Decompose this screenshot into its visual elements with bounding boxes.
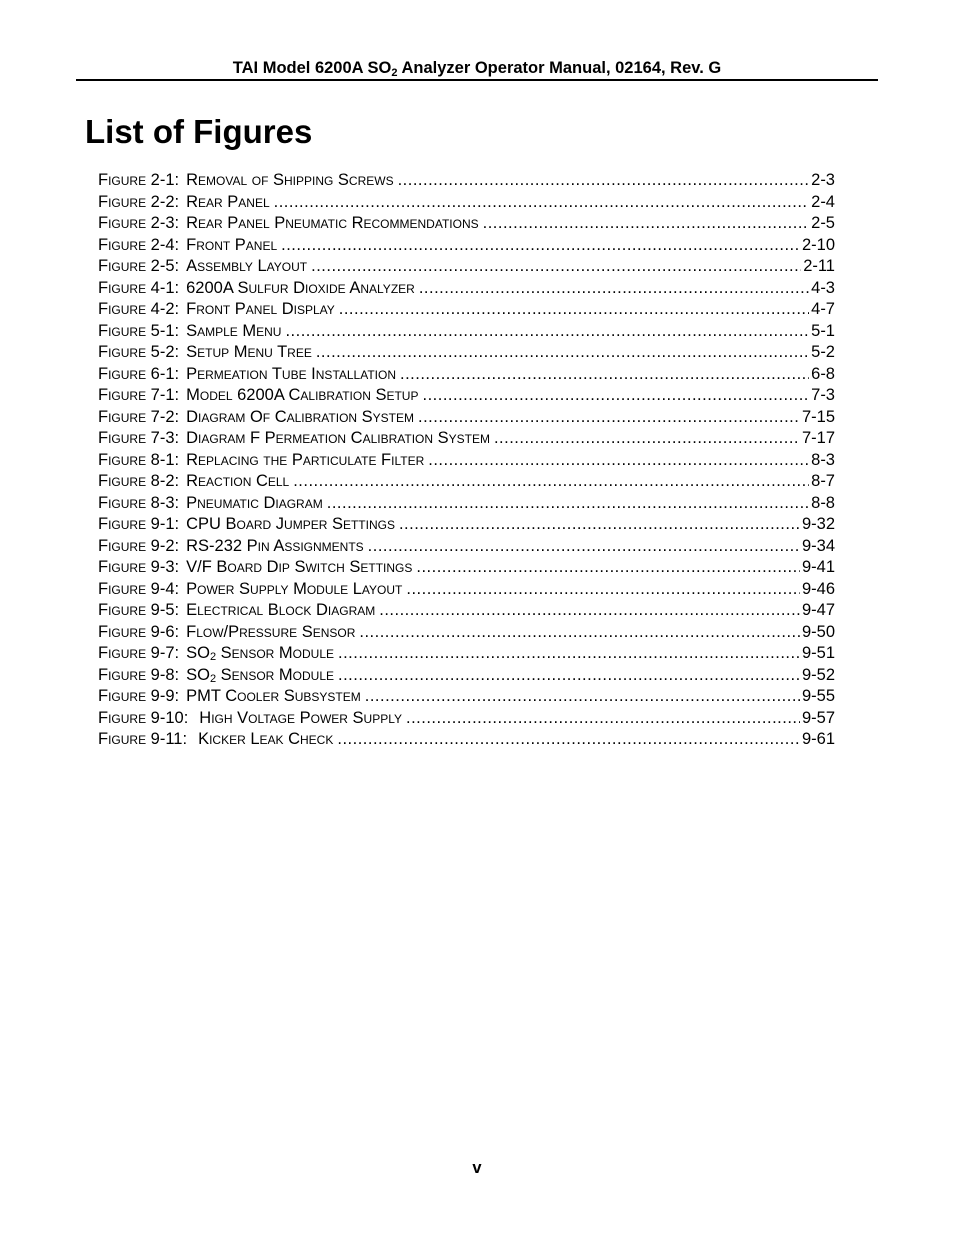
figure-title: RS-232 Pin Assignments <box>186 536 364 555</box>
figure-page-number: 2-4 <box>811 192 835 211</box>
figure-title: Permeation Tube Installation <box>186 364 397 383</box>
figure-title-end: Sensor Module <box>216 665 335 684</box>
figure-entry[interactable] <box>98 450 835 472</box>
figure-page-number: 9-47 <box>801 601 835 619</box>
header-subscript: 2 <box>391 67 398 79</box>
figure-label: Figure 9-10: <box>98 708 189 727</box>
figure-title: Removal of Shipping Screws <box>186 171 394 189</box>
dot-leader <box>359 622 800 644</box>
dot-leader <box>399 514 800 536</box>
figure-list <box>98 170 835 751</box>
dot-leader <box>483 213 810 235</box>
dot-leader <box>337 729 800 751</box>
figure-entry[interactable] <box>98 579 835 601</box>
figure-label: Figure 8-2: <box>98 472 180 490</box>
figure-label: Figure 9-7: <box>98 644 180 662</box>
figure-page-number: 6-8 <box>811 364 835 383</box>
figure-entry[interactable] <box>98 278 835 300</box>
figure-title: Rear Panel <box>186 192 270 211</box>
dot-leader <box>422 385 809 407</box>
figure-entry[interactable] <box>98 213 835 235</box>
figure-label: Figure 9-4: <box>98 579 180 598</box>
figure-entry[interactable] <box>98 600 835 622</box>
dot-leader <box>293 471 809 493</box>
figure-title: V/F Board Dip Switch Settings <box>186 558 413 576</box>
figure-title: Rear Panel Pneumatic Recommendations <box>186 214 479 232</box>
figure-entry[interactable] <box>98 235 835 257</box>
dot-leader <box>494 428 800 450</box>
dot-leader <box>419 278 809 300</box>
figure-entry[interactable] <box>98 514 835 536</box>
figure-page-number: 9-51 <box>801 644 835 662</box>
figure-page-number: 8-8 <box>811 493 835 512</box>
figure-page-number: 5-2 <box>811 343 835 361</box>
header-text-end: Analyzer Operator Manual, 02164, Rev. G <box>397 59 722 77</box>
figure-title: Reaction Cell <box>186 472 290 490</box>
figure-title: Flow/Pressure Sensor <box>186 622 356 641</box>
figure-title: Replacing the Particulate Filter <box>186 450 425 469</box>
figure-title: Power Supply Module Layout <box>186 579 403 598</box>
figure-label: Figure 2-5: <box>98 257 180 275</box>
figure-title <box>186 665 334 689</box>
figure-entry[interactable] <box>98 299 835 321</box>
figure-label: Figure 4-1: <box>98 278 180 297</box>
figure-label: Figure 9-2: <box>98 536 180 555</box>
figure-title-start: SO <box>186 644 210 662</box>
figure-page-number: 7-3 <box>811 386 835 404</box>
figure-label: Figure 2-4: <box>98 235 180 254</box>
figure-title: CPU Board Jumper Settings <box>186 515 395 533</box>
figure-page-number: 9-52 <box>801 665 835 684</box>
dot-leader <box>398 170 810 192</box>
figure-entry[interactable] <box>98 256 835 278</box>
figure-title-end: Sensor Module <box>216 644 335 662</box>
figure-entry[interactable] <box>98 557 835 579</box>
header-text-start: TAI Model 6200A SO <box>232 59 392 77</box>
figure-title: Model 6200A Calibration Setup <box>186 386 419 404</box>
figure-label: Figure 2-2: <box>98 192 180 211</box>
figure-label: Figure 7-3: <box>98 429 180 447</box>
page-number: v <box>472 1159 482 1177</box>
figure-title: Assembly Layout <box>186 257 308 275</box>
figure-entry[interactable] <box>98 428 835 450</box>
figure-entry[interactable] <box>98 407 835 429</box>
dot-leader <box>338 643 800 665</box>
figure-page-number: 9-61 <box>801 730 835 748</box>
figure-page-number: 9-41 <box>801 558 835 576</box>
figure-title: Kicker Leak Check <box>198 730 334 748</box>
figure-entry[interactable] <box>98 643 835 665</box>
figure-title: Sample Menu <box>186 321 282 340</box>
dot-leader <box>281 235 800 257</box>
dot-leader <box>368 536 800 558</box>
figure-page-number: 9-50 <box>801 622 835 641</box>
figure-title: Diagram Of Calibration System <box>186 407 414 426</box>
figure-label: Figure 9-11: <box>98 730 188 748</box>
dot-leader <box>274 192 810 214</box>
figure-page-number: 9-34 <box>801 536 835 555</box>
figure-label: Figure 9-3: <box>98 558 180 576</box>
figure-label: Figure 7-2: <box>98 407 180 426</box>
dot-leader <box>379 600 800 622</box>
figure-title: Setup Menu Tree <box>186 343 312 361</box>
dot-leader <box>406 579 800 601</box>
figure-label: Figure 5-2: <box>98 343 180 361</box>
figure-page-number: 2-11 <box>803 257 835 275</box>
dot-leader <box>311 256 801 278</box>
figure-label: Figure 9-8: <box>98 665 180 684</box>
figure-title-subscript: 2 <box>209 651 217 663</box>
dot-leader <box>285 321 809 343</box>
figure-title: Diagram F Permeation Calibration System <box>186 429 490 447</box>
figure-label: Figure 9-1: <box>98 515 180 533</box>
dot-leader <box>400 364 809 386</box>
figure-label: Figure 8-1: <box>98 450 180 469</box>
running-header <box>76 58 878 80</box>
figure-entry[interactable] <box>98 170 835 192</box>
figure-page-number: 9-32 <box>801 515 835 533</box>
figure-label: Figure 7-1: <box>98 386 180 404</box>
figure-page-number: 7-15 <box>801 407 835 426</box>
figure-entry[interactable] <box>98 342 835 364</box>
dot-leader <box>338 665 800 687</box>
figure-entry[interactable] <box>98 471 835 493</box>
figure-title-start: SO <box>186 665 210 684</box>
figure-entry[interactable] <box>98 729 835 751</box>
dot-leader <box>428 450 809 472</box>
dot-leader <box>339 299 809 321</box>
figure-title: Front Panel Display <box>186 300 335 318</box>
figure-entry[interactable] <box>98 192 835 214</box>
figure-entry[interactable] <box>98 708 835 730</box>
figure-label: Figure 2-3: <box>98 214 180 232</box>
figure-label: Figure 2-1: <box>98 171 180 189</box>
figure-label: Figure 5-1: <box>98 321 180 340</box>
figure-page-number: 9-57 <box>801 708 835 727</box>
figure-label: Figure 4-2: <box>98 300 180 318</box>
figure-entry[interactable] <box>98 622 835 644</box>
figure-page-number: 8-3 <box>811 450 835 469</box>
figure-title: Electrical Block Diagram <box>186 601 376 619</box>
figure-page-number: 2-5 <box>811 214 835 232</box>
figure-title <box>186 643 334 667</box>
figure-page-number: 2-3 <box>811 171 835 189</box>
figure-title: 6200A Sulfur Dioxide Analyzer <box>186 278 415 297</box>
header-divider <box>76 79 878 81</box>
figure-title-subscript: 2 <box>209 672 217 685</box>
dot-leader <box>365 686 800 708</box>
figure-page-number: 4-3 <box>811 278 835 297</box>
figure-page-number: 4-7 <box>811 300 835 318</box>
dot-leader <box>406 708 800 730</box>
figure-entry[interactable] <box>98 536 835 558</box>
figure-title: Front Panel <box>186 235 278 254</box>
figure-page-number: 2-10 <box>801 235 835 254</box>
figure-label: Figure 9-6: <box>98 622 180 641</box>
figure-entry[interactable] <box>98 493 835 515</box>
figure-title: Pneumatic Diagram <box>186 493 323 512</box>
figure-title: High Voltage Power Supply <box>199 708 402 727</box>
page-title: List of Figures <box>85 113 313 150</box>
dot-leader <box>316 342 809 364</box>
figure-label: Figure 8-3: <box>98 493 180 512</box>
figure-entry[interactable] <box>98 321 835 343</box>
figure-entry[interactable] <box>98 385 835 407</box>
figure-title: PMT Cooler Subsystem <box>186 687 361 705</box>
dot-leader <box>418 407 800 429</box>
figure-label: Figure 6-1: <box>98 364 180 383</box>
figure-entry[interactable] <box>98 665 835 687</box>
dot-leader <box>416 557 800 579</box>
figure-label: Figure 9-9: <box>98 687 180 705</box>
figure-page-number: 8-7 <box>811 472 835 490</box>
dot-leader <box>327 493 809 515</box>
figure-entry[interactable] <box>98 364 835 386</box>
figure-page-number: 7-17 <box>801 429 835 447</box>
figure-page-number: 9-46 <box>801 579 835 598</box>
figure-label: Figure 9-5: <box>98 601 180 619</box>
figure-entry[interactable] <box>98 686 835 708</box>
figure-page-number: 9-55 <box>801 687 835 705</box>
figure-page-number: 5-1 <box>811 321 835 340</box>
